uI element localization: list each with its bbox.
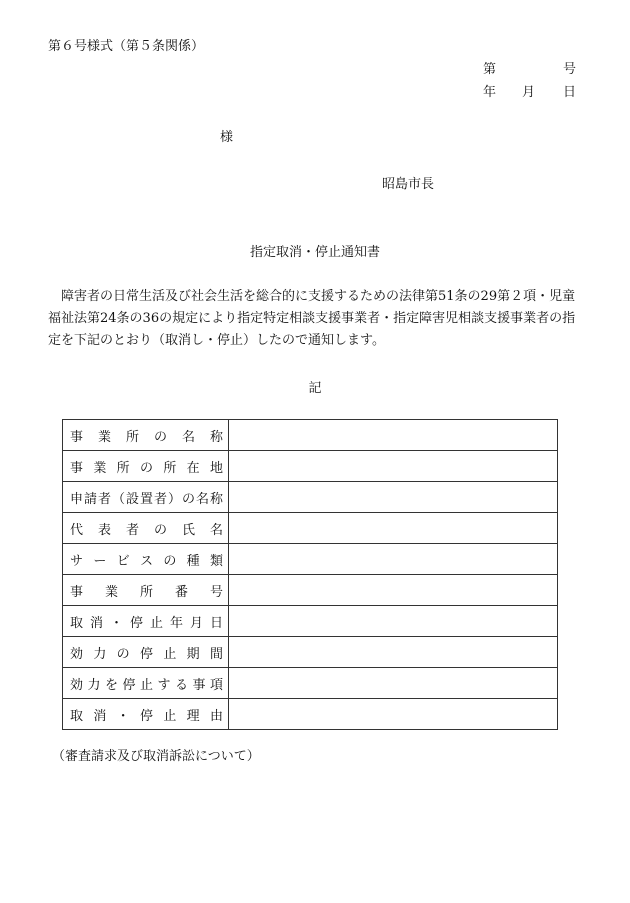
row-label-representative-name: 代表者の氏名 xyxy=(63,513,229,544)
row-label-office-name: 事業所の名称 xyxy=(63,420,229,451)
details-table xyxy=(62,419,558,730)
table-row xyxy=(63,668,558,699)
issuer-name: 昭島市長 xyxy=(382,177,435,192)
table-row xyxy=(63,451,558,482)
row-label-cancellation-date: 取消・停止年月日 xyxy=(63,606,229,637)
document-title: 指定取消・停止通知書 xyxy=(249,245,380,260)
table-row xyxy=(63,606,558,637)
row-label-suspended-items: 効力を停止する事項 xyxy=(63,668,229,699)
table-row xyxy=(63,699,558,730)
table-row xyxy=(63,482,558,513)
notice-body: 障害者の日常生活及び社会生活を総合的に支援するための法律第51条の29第２項・児童福祉法第24条の36の規定により指定特定相談支援事業者・指定障害児相談支援事業者の指定を下記のとおり（取消し・停止）したので通知します。 xyxy=(48,289,576,348)
table-row xyxy=(63,513,558,544)
row-value-suspension-period xyxy=(229,637,558,668)
date-year-label: 年 xyxy=(483,85,497,100)
appeal-note: （審査請求及び取消訴訟について） xyxy=(52,749,260,764)
row-value-applicant-name xyxy=(229,482,558,513)
row-value-suspended-items xyxy=(229,668,558,699)
row-label-service-type: サービスの種類 xyxy=(63,544,229,575)
ki-heading: 記 xyxy=(308,381,322,396)
row-value-service-type xyxy=(229,544,558,575)
table-row xyxy=(63,637,558,668)
document-number-prefix: 第 xyxy=(483,62,497,77)
row-value-office-address xyxy=(229,451,558,482)
row-value-representative-name xyxy=(229,513,558,544)
document-number-suffix: 号 xyxy=(563,62,577,77)
table-row xyxy=(63,420,558,451)
date-day-label: 日 xyxy=(563,85,577,100)
row-value-cancellation-date xyxy=(229,606,558,637)
row-value-office-number xyxy=(229,575,558,606)
row-label-suspension-period: 効力の停止期間 xyxy=(63,637,229,668)
recipient-honorific: 様 xyxy=(220,130,234,145)
table-row xyxy=(63,544,558,575)
row-label-applicant-name: 申請者（設置者）の名称 xyxy=(63,482,229,513)
row-label-reason: 取消・停止理由 xyxy=(63,699,229,730)
row-label-office-number: 事業所番号 xyxy=(63,575,229,606)
row-value-reason xyxy=(229,699,558,730)
table-row xyxy=(63,575,558,606)
row-label-office-address: 事業所の所在地 xyxy=(63,451,229,482)
date-month-label: 月 xyxy=(522,85,536,100)
row-value-office-name xyxy=(229,420,558,451)
form-number: 第６号様式（第５条関係） xyxy=(48,39,205,54)
